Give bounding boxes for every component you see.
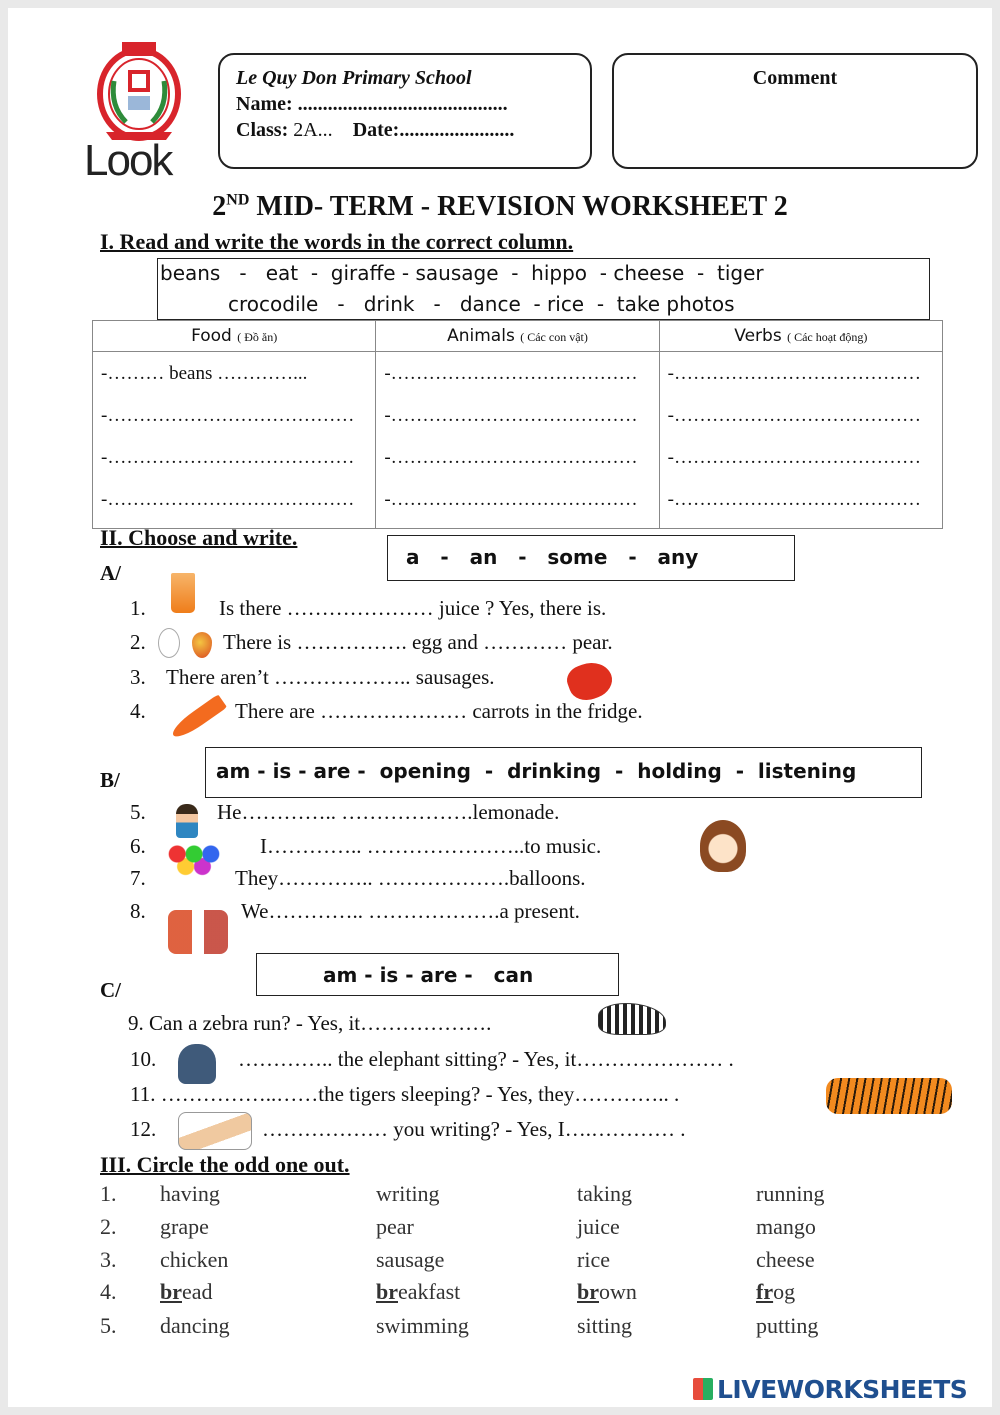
carrots-icon xyxy=(169,694,227,742)
word-text: sausage xyxy=(376,1247,445,1272)
odd-word-option[interactable] xyxy=(577,1214,620,1240)
verbs-column xyxy=(659,352,942,529)
part-c-label: C/ xyxy=(100,978,121,1002)
word-bank-line-1: beans - eat - giraffe - sausage - hippo - cheese - tiger xyxy=(160,261,764,285)
word-text: putting xyxy=(756,1313,819,1338)
word-text: having xyxy=(160,1181,220,1206)
question-8[interactable]: We………….. ……………….a present. xyxy=(241,899,580,923)
answer-blank[interactable]: -………………………………… xyxy=(667,405,921,426)
food-column xyxy=(93,352,376,529)
odd-word-option[interactable] xyxy=(376,1279,460,1305)
question-4[interactable]: There are ………………… carrots in the fridge. xyxy=(235,699,643,723)
word-text: taking xyxy=(577,1181,632,1206)
liveworksheets-icon xyxy=(693,1378,713,1400)
girl-listening-icon xyxy=(700,820,746,872)
section2-heading: II. Choose and write. xyxy=(100,525,298,550)
school-name: Le Quy Don Primary School xyxy=(236,67,472,89)
word-text: pear xyxy=(376,1214,414,1239)
class-value: 2A... xyxy=(293,119,333,141)
answer-blank[interactable]: -………………………………… xyxy=(667,363,921,384)
question-10[interactable]: ………….. the elephant sitting? - Yes, it………………… . xyxy=(238,1047,734,1071)
highlighted-letters: br xyxy=(160,1279,182,1304)
word-bank-text: am - is - are - can xyxy=(323,963,534,987)
odd-word-option[interactable] xyxy=(756,1214,816,1240)
word-bank-text: am - is - are - opening - drinking - holding - listening xyxy=(216,759,857,783)
liveworksheets-logo xyxy=(693,1375,967,1404)
item-number: 7. xyxy=(130,866,146,890)
answer-blank[interactable]: -………………………………… xyxy=(384,447,638,468)
odd-word-option[interactable] xyxy=(577,1247,610,1273)
odd-row-number: 4. xyxy=(100,1279,117,1304)
item-number: 5. xyxy=(130,800,146,824)
answer-blank[interactable]: -………………………………… xyxy=(667,489,921,510)
item-number: 4. xyxy=(130,699,146,723)
odd-row-number: 3. xyxy=(100,1247,117,1272)
odd-word-option[interactable] xyxy=(376,1313,469,1339)
section1-word-bank xyxy=(157,258,930,320)
question-12[interactable]: ……………… you writing? - Yes, I….………… . xyxy=(262,1117,686,1141)
answer-blank[interactable]: -………………………………… xyxy=(667,447,921,468)
odd-word-option[interactable] xyxy=(756,1279,795,1305)
question-3[interactable]: There aren’t ……………….. sausages. xyxy=(166,665,495,689)
tigers-icon xyxy=(826,1078,952,1114)
question-9[interactable]: 9. Can a zebra run? - Yes, it………………. xyxy=(128,1011,492,1035)
answer-blank[interactable]: -………………………………… xyxy=(384,405,638,426)
question-1[interactable]: Is there ………………… juice ? Yes, there is. xyxy=(219,596,607,620)
kids-present-icon xyxy=(168,910,228,954)
title-prefix: 2 xyxy=(212,191,227,222)
title-text: MID- TERM - REVISION WORKSHEET 2 xyxy=(249,191,788,222)
part-a-label: A/ xyxy=(100,561,121,585)
column-header-verbs: Verbs ( Các hoạt động) xyxy=(659,321,942,352)
question-7[interactable]: They………….. ……………….balloons. xyxy=(235,866,586,890)
answer-blank[interactable]: -………………………………… xyxy=(101,489,355,510)
word-text: mango xyxy=(756,1214,816,1239)
item-number: 12. xyxy=(130,1117,157,1141)
column-header-food: Food ( Đồ ăn) xyxy=(93,321,376,352)
odd-word-option[interactable] xyxy=(577,1181,632,1207)
item-number: 3. xyxy=(130,665,146,689)
item-number: 1. xyxy=(130,596,146,620)
word-text: chicken xyxy=(160,1247,229,1272)
pear-icon xyxy=(192,632,212,658)
answer-blank[interactable]: -………………………………… xyxy=(101,447,355,468)
date-field[interactable]: Date:....................... xyxy=(352,119,515,141)
odd-row-number: 1. xyxy=(100,1181,117,1206)
sorting-table xyxy=(92,320,943,529)
class-label: Class: xyxy=(236,119,289,141)
student-info-box xyxy=(218,53,592,169)
word-text: sitting xyxy=(577,1313,633,1338)
odd-word-option[interactable] xyxy=(756,1313,818,1339)
odd-word-option[interactable] xyxy=(577,1279,637,1305)
answer-blank[interactable]: -……… beans …………... xyxy=(101,363,308,384)
odd-word-option[interactable] xyxy=(160,1181,220,1207)
odd-word-option[interactable] xyxy=(160,1279,213,1305)
word-text: dancing xyxy=(160,1313,230,1338)
odd-word-option[interactable] xyxy=(756,1247,815,1273)
odd-row-number: 2. xyxy=(100,1214,117,1239)
section1-heading: I. Read and write the words in the correct column. xyxy=(100,229,574,254)
section3-heading: III. Circle the odd one out. xyxy=(100,1152,350,1177)
boy-drinking-icon xyxy=(176,804,198,838)
zebra-icon xyxy=(598,1003,666,1035)
name-field[interactable]: Name: .......................................... xyxy=(236,93,508,115)
question-6[interactable]: I………….. …………………..to music. xyxy=(260,834,602,858)
column-header-animals: Animals ( Các con vật) xyxy=(376,321,659,352)
odd-word-option[interactable] xyxy=(160,1214,209,1240)
odd-word-option[interactable] xyxy=(756,1181,824,1207)
word-text: running xyxy=(756,1181,825,1206)
word-text: rice xyxy=(577,1247,610,1272)
answer-blank[interactable]: -………………………………… xyxy=(384,489,638,510)
word-text: og xyxy=(773,1279,796,1304)
question-11[interactable]: 11. ……………..……the tigers sleeping? - Yes, they………….. . xyxy=(130,1082,680,1106)
part-b-label: B/ xyxy=(100,768,120,792)
odd-word-option[interactable] xyxy=(376,1181,440,1207)
highlighted-letters: br xyxy=(376,1279,398,1304)
odd-word-option[interactable] xyxy=(376,1214,414,1240)
odd-row-number: 5. xyxy=(100,1313,117,1338)
comment-label: Comment xyxy=(752,67,838,89)
part-a-word-bank xyxy=(387,535,795,581)
item-number: 8. xyxy=(130,899,146,923)
animals-column xyxy=(376,352,659,529)
egg-icon xyxy=(158,628,180,658)
class-field[interactable] xyxy=(236,119,514,142)
word-text: swimming xyxy=(376,1313,469,1338)
title-sup: ND xyxy=(226,191,250,209)
elephant-icon xyxy=(178,1044,216,1084)
look-logo: Look xyxy=(84,136,172,185)
word-text: ead xyxy=(182,1279,213,1304)
juice-icon xyxy=(171,573,195,613)
word-text: grape xyxy=(160,1214,209,1239)
highlighted-letters: br xyxy=(577,1279,599,1304)
question-2[interactable]: There is ……………. egg and ………… pear. xyxy=(223,630,613,654)
word-bank-text: a - an - some - any xyxy=(406,545,699,569)
word-text: writing xyxy=(376,1181,440,1206)
item-number: 2. xyxy=(130,630,146,654)
word-text: juice xyxy=(577,1214,620,1239)
part-c-word-bank xyxy=(256,953,619,996)
word-text: eakfast xyxy=(398,1279,461,1304)
worksheet-page xyxy=(8,8,992,1407)
item-number: 10. xyxy=(130,1047,157,1071)
word-bank-line-2: crocodile - drink - dance - rice - take photos xyxy=(228,292,735,316)
item-number: 6. xyxy=(130,834,146,858)
answer-blank[interactable]: -………………………………… xyxy=(384,363,638,384)
page-title xyxy=(8,191,992,223)
odd-word-option[interactable] xyxy=(160,1247,228,1273)
brand-text: LIVEWORKSHEETS xyxy=(717,1375,968,1404)
odd-word-option[interactable] xyxy=(577,1313,632,1339)
highlighted-letters: fr xyxy=(756,1279,774,1304)
comment-box[interactable] xyxy=(612,53,978,169)
question-5[interactable]: He………….. ……………….lemonade. xyxy=(217,800,560,824)
answer-blank[interactable]: -………………………………… xyxy=(101,405,355,426)
school-logo-icon xyxy=(96,36,182,142)
part-b-word-bank xyxy=(205,747,922,798)
word-text: cheese xyxy=(756,1247,815,1272)
odd-word-option[interactable] xyxy=(376,1247,444,1273)
writing-hand-icon xyxy=(178,1112,252,1150)
balloons-kids-icon xyxy=(166,844,222,894)
odd-word-option[interactable] xyxy=(160,1313,230,1339)
word-text: own xyxy=(599,1279,637,1304)
